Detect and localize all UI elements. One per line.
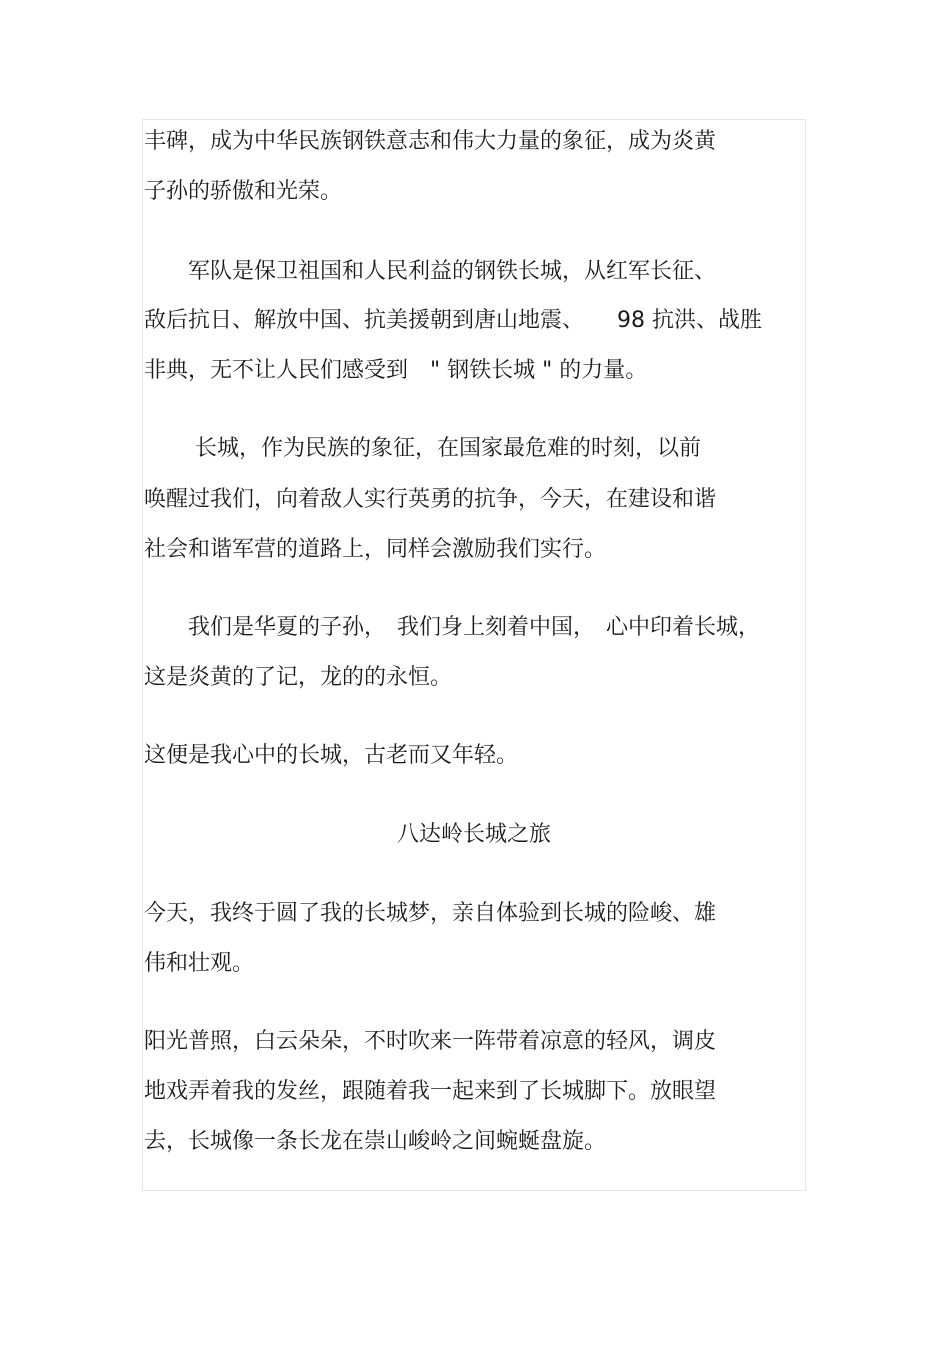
text-line: 社会和谐军营的道路上，同样会激励我们实行。 (144, 537, 607, 562)
text-line: 我们是华夏的子孙， 我们身上刻着中国， 心中印着长城， (144, 615, 761, 640)
text-line: 这是炎黄的了记，龙的的永恒。 (144, 665, 453, 690)
text-line: 敌后抗日、解放中国、抗美援朝到唐山地震、 98 抗洪、战胜 (144, 308, 762, 333)
text-line: 非典，无不让人民们感受到 " 钢铁长城 " 的力量。 (144, 358, 648, 383)
text-line: 伟和壮观。 (144, 951, 255, 976)
section-title: 八达岭长城之旅 (396, 822, 551, 847)
text-line: 这便是我心中的长城，古老而又年轻。 (144, 743, 519, 768)
text-line: 长城，作为民族的象征，在国家最危难的时刻，以前 (144, 436, 701, 461)
text-line: 地戏弄着我的发丝，跟随着我一起来到了长城脚下。放眼望 (144, 1079, 717, 1104)
text-line: 丰碑，成为中华民族钢铁意志和伟大力量的象征，成为炎黄 (144, 129, 717, 154)
text-line: 唤醒过我们，向着敌人实行英勇的抗争，今天，在建设和谐 (144, 487, 717, 512)
text-line: 去，长城像一条长龙在崇山峻岭之间蜿蜒盘旋。 (144, 1129, 607, 1154)
text-line: 军队是保卫祖国和人民利益的钢铁长城，从红军长征、 (144, 259, 717, 284)
text-line: 阳光普照，白云朵朵，不时吹来一阵带着凉意的轻风，调皮 (144, 1029, 717, 1054)
text-line: 子孙的骄傲和光荣。 (144, 179, 343, 204)
text-line: 今天，我终于圆了我的长城梦，亲自体验到长城的险峻、雄 (144, 901, 717, 926)
